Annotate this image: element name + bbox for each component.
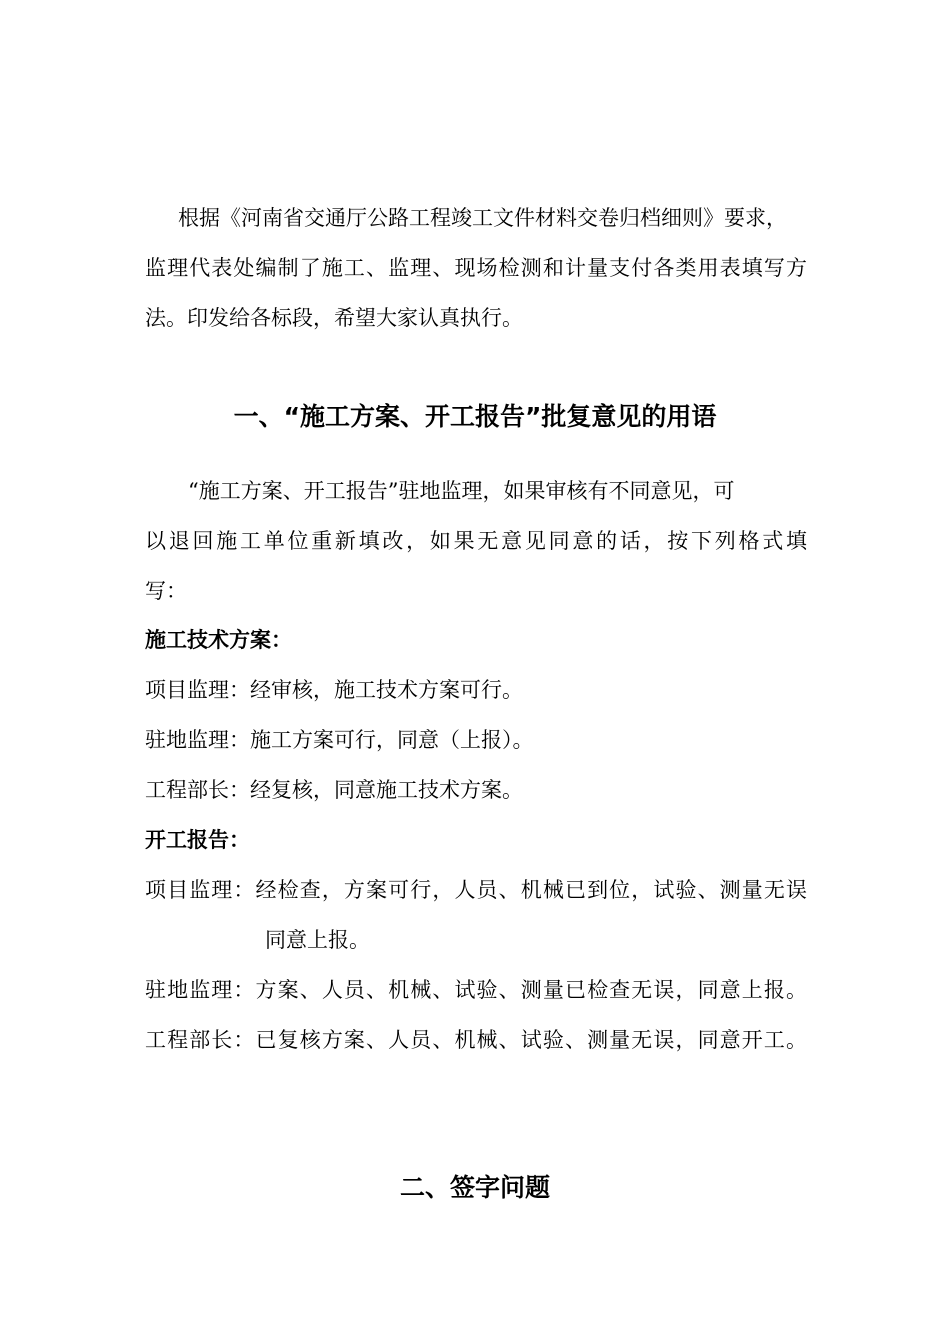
intro-line-1: 根据《河南省交通厅公路工程竣工文件材料交卷归档细则》要求，	[178, 206, 787, 230]
intro-line-2: 监理代表处编制了施工、监理、现场检测和计量支付各类用表填写方	[145, 256, 807, 280]
section1-heading: 一、“施工方案、开工报告”批复意见的用语	[233, 402, 717, 431]
start-report-item-project-supervisor: 项目监理：经检查，方案可行，人员、机械已到位，试验、测量无误	[145, 878, 807, 902]
tech-plan-item-engineering-head: 工程部长：经复核，同意施工技术方案。	[145, 778, 523, 802]
section2-heading: 二、签字问题	[399, 1173, 550, 1202]
start-report-title: 开工报告：	[145, 828, 250, 852]
section1-paragraph-line-1: “施工方案、开工报告”驻地监理，如果审核有不同意见，可	[188, 479, 735, 503]
intro-line-3: 法。印发给各标段，希望大家认真执行。	[145, 306, 523, 330]
tech-plan-item-project-supervisor: 项目监理：经审核，施工技术方案可行。	[145, 678, 523, 702]
section1-paragraph-line-3: 写：	[145, 579, 187, 603]
tech-plan-item-resident-supervisor: 驻地监理：施工方案可行，同意（上报）。	[145, 728, 534, 752]
start-report-item-engineering-head: 工程部长：已复核方案、人员、机械、试验、测量无误，同意开工。	[145, 1028, 807, 1052]
section1-paragraph-line-2: 以退回施工单位重新填改，如果无意见同意的话，按下列格式填	[145, 529, 807, 553]
start-report-item-resident-supervisor: 驻地监理：方案、人员、机械、试验、测量已检查无误，同意上报。	[145, 978, 807, 1002]
start-report-item-project-supervisor-continued: 同意上报。	[265, 928, 370, 952]
tech-plan-title: 施工技术方案：	[145, 628, 292, 652]
